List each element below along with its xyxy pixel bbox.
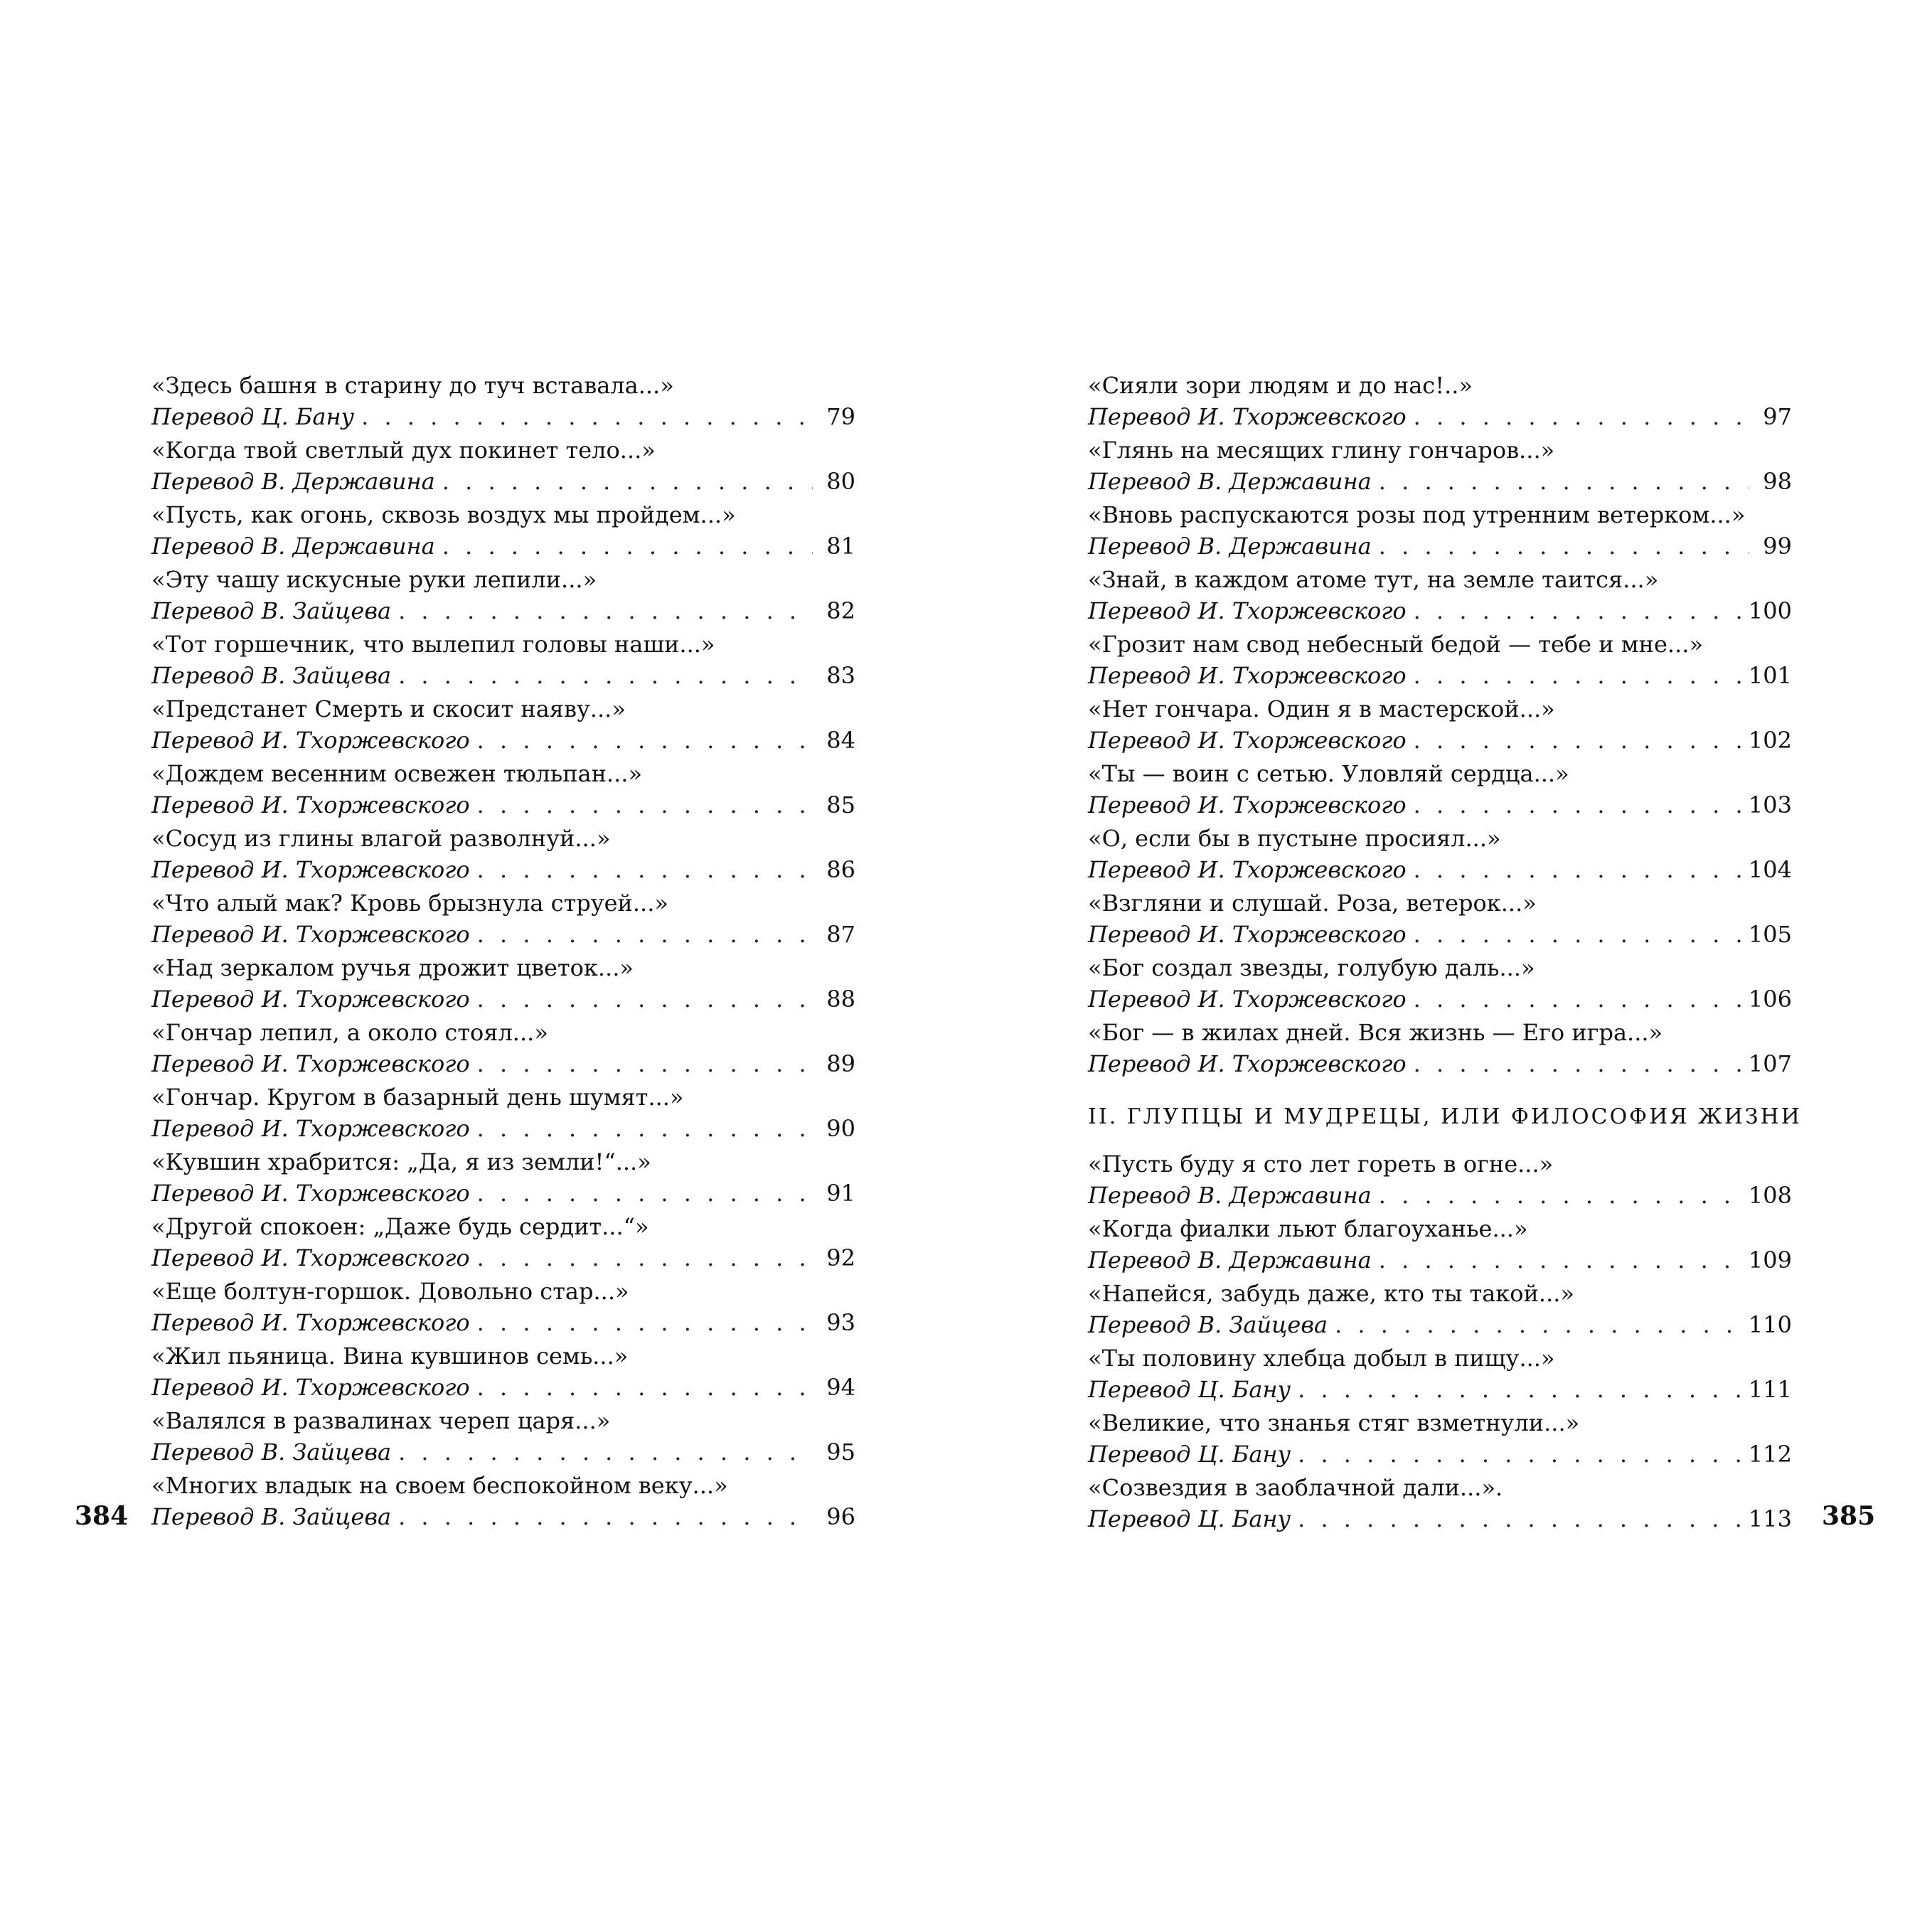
toc-entry-translator: Перевод И. Тхоржевского	[151, 1180, 470, 1207]
toc-entry	[1088, 629, 1792, 693]
toc-entry-page-number: 91	[826, 1180, 855, 1207]
toc-entry-translator: Перевод И. Тхоржевского	[1088, 921, 1407, 948]
toc-entry-line	[1088, 660, 1792, 691]
toc-entry-page-number: 90	[826, 1115, 855, 1142]
toc-entry-title: «Великие, что знанья стяг взметнули...»	[1088, 1409, 1580, 1436]
dot-leader	[477, 1307, 813, 1338]
toc-entry	[151, 564, 855, 629]
toc-entry-page-number: 80	[826, 468, 855, 495]
dot-leader	[398, 595, 813, 626]
toc-entry-page-number: 111	[1748, 1376, 1792, 1403]
toc-entry	[151, 887, 855, 952]
toc-entry-page-number: 81	[826, 533, 855, 560]
toc-entry-page-number: 84	[826, 727, 855, 754]
dot-leader	[1298, 1374, 1741, 1405]
toc-entry-translator: Перевод И. Тхоржевского	[1088, 727, 1407, 754]
toc-entry	[151, 434, 855, 499]
toc-entry-translator: Перевод В. Державина	[1088, 1247, 1372, 1274]
toc-entry-translator: Перевод И. Тхоржевского	[1088, 986, 1407, 1013]
dot-leader	[1379, 466, 1749, 497]
toc-entry-title: «Вновь распускаются розы под утренним ветерком...»	[1088, 501, 1746, 528]
dot-leader	[477, 854, 813, 885]
toc-entry-line	[151, 1372, 855, 1403]
toc-entry-page-number: 95	[826, 1439, 855, 1466]
dot-leader	[1414, 660, 1741, 691]
toc-entry-line	[151, 595, 855, 626]
toc-entry	[1088, 499, 1792, 564]
toc-entry-page-number: 79	[826, 403, 855, 430]
toc-entry-line	[1088, 595, 1792, 626]
toc-entry-line	[151, 466, 855, 497]
toc-entry-translator: Перевод И. Тхоржевского	[151, 1244, 470, 1271]
toc-entry-translator: Перевод И. Тхоржевского	[151, 921, 470, 948]
toc-entry-title: «Глянь на месящих глину гончаров...»	[1088, 437, 1555, 464]
toc-entry	[1088, 952, 1792, 1017]
dot-leader	[398, 1501, 813, 1532]
toc-entry-line	[151, 983, 855, 1015]
toc-entry-page-number: 100	[1748, 597, 1792, 624]
toc-entry-translator: Перевод В. Зайцева	[151, 1439, 392, 1466]
toc-entry	[151, 1470, 855, 1535]
toc-entry-title: «Сосуд из глины влагой разволнуй...»	[151, 825, 611, 852]
toc-entry-title: «Тот горшечник, что вылепил головы наши...»	[151, 631, 715, 658]
toc-entry	[1088, 823, 1792, 887]
dot-leader	[1414, 725, 1741, 756]
toc-entry-title: «Ты — воин с сетью. Уловляй сердца...»	[1088, 760, 1569, 787]
toc-entry	[151, 823, 855, 887]
toc-entry-line	[1088, 983, 1792, 1015]
toc-entry-title: «Предстанет Смерть и скосит наяву...»	[151, 695, 626, 722]
dot-leader	[442, 466, 813, 497]
toc-entry	[151, 499, 855, 564]
toc-entry-line	[1088, 1439, 1792, 1470]
left-page-toc	[151, 370, 855, 1535]
toc-entry-title: «Валялся в развалинах череп царя...»	[151, 1407, 611, 1434]
dot-leader	[477, 789, 813, 821]
toc-entry-page-number: 108	[1748, 1182, 1792, 1209]
toc-entry-translator: Перевод Ц. Бану	[1088, 1376, 1291, 1403]
toc-entry	[151, 1017, 855, 1082]
toc-entry-page-number: 85	[826, 791, 855, 818]
toc-entry-page-number: 105	[1748, 921, 1792, 948]
toc-entry-translator: Перевод В. Зайцева	[151, 597, 392, 624]
toc-entry	[1088, 758, 1792, 823]
toc-entry-line	[1088, 1503, 1792, 1535]
dot-leader	[361, 401, 813, 432]
toc-entry-translator: Перевод Ц. Бану	[151, 403, 355, 430]
toc-entry-title: «Взгляни и слушай. Роза, ветерок...»	[1088, 890, 1537, 917]
toc-entry-title: «Напейся, забудь даже, кто ты такой...»	[1088, 1280, 1574, 1307]
toc-entry-translator: Перевод В. Державина	[1088, 1182, 1372, 1209]
toc-entry-translator: Перевод В. Державина	[1088, 533, 1372, 560]
toc-entry-line	[1088, 1374, 1792, 1405]
toc-entry-translator: Перевод И. Тхоржевского	[151, 1374, 470, 1401]
toc-entry	[151, 1082, 855, 1146]
toc-entry-line	[1088, 854, 1792, 885]
toc-entry-translator: Перевод И. Тхоржевского	[1088, 662, 1407, 689]
toc-entry-page-number: 96	[826, 1503, 855, 1530]
toc-entry-line	[1088, 1244, 1792, 1276]
toc-entry-title: «Когда твой светлый дух покинет тело...»	[151, 437, 656, 464]
dot-leader	[1414, 1048, 1741, 1079]
toc-entry	[1088, 1148, 1792, 1213]
toc-entry	[151, 693, 855, 758]
dot-leader	[1414, 983, 1741, 1015]
toc-entry-line	[151, 854, 855, 885]
toc-entry-list	[1088, 370, 1792, 1082]
toc-entry-page-number: 98	[1763, 468, 1792, 495]
toc-entry-page-number: 113	[1748, 1505, 1792, 1532]
dot-leader	[477, 1242, 813, 1274]
toc-entry-title: «Созвездия в заоблачной дали...».	[1088, 1474, 1503, 1501]
dot-leader	[477, 1372, 813, 1403]
page-number-left: 384	[75, 1501, 129, 1531]
toc-entry-page-number: 102	[1748, 727, 1792, 754]
toc-entry-line	[151, 1501, 855, 1532]
toc-entry	[151, 1405, 855, 1470]
toc-entry-translator: Перевод И. Тхоржевского	[151, 1309, 470, 1336]
toc-entry-line	[1088, 789, 1792, 821]
toc-entry-title: «Эту чашу искусные руки лепили...»	[151, 566, 597, 593]
toc-entry	[151, 370, 855, 434]
page-number-right: 385	[1822, 1501, 1876, 1531]
dot-leader	[1414, 401, 1749, 432]
toc-entry-line	[151, 401, 855, 432]
toc-entry-title: «Знай, в каждом атоме тут, на земле таится...»	[1088, 566, 1659, 593]
toc-entry-translator: Перевод И. Тхоржевского	[151, 986, 470, 1013]
toc-entry-translator: Перевод И. Тхоржевского	[151, 1050, 470, 1077]
toc-entry-line	[1088, 725, 1792, 756]
toc-entry-line	[151, 919, 855, 950]
toc-entry-title: «Другой спокоен: „Даже будь сердит...“»	[151, 1213, 649, 1240]
toc-entry-page-number: 97	[1763, 403, 1792, 430]
toc-entry-translator: Перевод В. Зайцева	[151, 662, 392, 689]
toc-entry-list	[1088, 1148, 1792, 1537]
toc-entry-page-number: 110	[1748, 1311, 1792, 1338]
toc-entry-line	[151, 1178, 855, 1209]
toc-entry-page-number: 92	[826, 1244, 855, 1271]
toc-entry	[1088, 1472, 1792, 1537]
dot-leader	[398, 660, 813, 691]
toc-entry-title: «Пусть, как огонь, сквозь воздух мы пройдем...»	[151, 501, 736, 528]
dot-leader	[1379, 1244, 1741, 1276]
toc-entry	[1088, 693, 1792, 758]
toc-entry-page-number: 107	[1748, 1050, 1792, 1077]
toc-entry-title: «О, если бы в пустыне просиял...»	[1088, 825, 1501, 852]
toc-entry-title: «Бог — в жилах дней. Вся жизнь — Его игра...»	[1088, 1019, 1663, 1046]
toc-entry-title: «Сияли зори людям и до нас!..»	[1088, 372, 1473, 399]
toc-entry	[151, 629, 855, 693]
toc-entry-page-number: 103	[1748, 791, 1792, 818]
dot-leader	[398, 1436, 813, 1468]
dot-leader	[1379, 1180, 1741, 1211]
toc-entry-translator: Перевод И. Тхоржевского	[1088, 1050, 1407, 1077]
toc-entry-page-number: 106	[1748, 986, 1792, 1013]
dot-leader	[1414, 854, 1741, 885]
toc-entry	[151, 1340, 855, 1405]
toc-entry-translator: Перевод И. Тхоржевского	[1088, 403, 1407, 430]
dot-leader	[442, 530, 813, 562]
right-page-toc	[1088, 370, 1802, 1537]
toc-entry	[1088, 434, 1792, 499]
toc-entry-translator: Перевод Ц. Бану	[1088, 1505, 1291, 1532]
toc-entry-page-number: 83	[826, 662, 855, 689]
toc-entry-title: «Гончар. Кругом в базарный день шумят...»	[151, 1084, 684, 1111]
toc-entry	[1088, 887, 1792, 952]
toc-entry-page-number: 94	[826, 1374, 855, 1401]
toc-entry	[151, 952, 855, 1017]
toc-entry-title: «Ты половину хлебца добыл в пищу...»	[1088, 1345, 1555, 1372]
toc-entry-title: «Жил пьяница. Вина кувшинов семь...»	[151, 1343, 629, 1370]
toc-entry-title: «Многих владык на своем беспокойном веку...»	[151, 1472, 728, 1499]
toc-entry-page-number: 112	[1748, 1441, 1792, 1468]
dot-leader	[1298, 1503, 1741, 1535]
toc-entry-translator: Перевод В. Зайцева	[1088, 1311, 1328, 1338]
toc-entry-translator: Перевод И. Тхоржевского	[151, 1115, 470, 1142]
toc-entry-page-number: 86	[826, 856, 855, 883]
toc-entry-line	[151, 530, 855, 562]
toc-entry-line	[151, 789, 855, 821]
toc-entry-translator: Перевод В. Державина	[151, 468, 435, 495]
toc-entry-line	[151, 660, 855, 691]
toc-entry-page-number: 93	[826, 1309, 855, 1336]
toc-entry-translator: Перевод В. Державина	[1088, 468, 1372, 495]
toc-entry	[1088, 564, 1792, 629]
toc-entry-title: «Кувшин храбрится: „Да, я из земли!“...»	[151, 1148, 651, 1175]
toc-entry-page-number: 99	[1763, 533, 1792, 560]
toc-entry-line	[151, 725, 855, 756]
dot-leader	[477, 725, 813, 756]
toc-entry-line	[151, 1242, 855, 1274]
toc-entry-page-number: 88	[826, 986, 855, 1013]
toc-entry-page-number: 87	[826, 921, 855, 948]
toc-entry-title: «Над зеркалом ручья дрожит цветок...»	[151, 954, 634, 981]
toc-entry	[1088, 1278, 1792, 1343]
toc-entry-page-number: 109	[1748, 1247, 1792, 1274]
toc-entry-translator: Перевод И. Тхоржевского	[1088, 791, 1407, 818]
toc-entry-translator: Перевод И. Тхоржевского	[1088, 597, 1407, 624]
toc-entry	[151, 1276, 855, 1340]
toc-entry	[1088, 1407, 1792, 1472]
dot-leader	[1414, 919, 1741, 950]
toc-entry-title: «Нет гончара. Один я в мастерской...»	[1088, 695, 1555, 722]
toc-entry-list	[151, 370, 855, 1535]
toc-entry-line	[151, 1436, 855, 1468]
toc-entry-line	[151, 1048, 855, 1079]
toc-entry	[1088, 1017, 1792, 1082]
toc-entry-line	[151, 1307, 855, 1338]
toc-entry-translator: Перевод И. Тхоржевского	[151, 727, 470, 754]
toc-entry-title: «Когда фиалки льют благоуханье...»	[1088, 1215, 1528, 1242]
dot-leader	[477, 919, 813, 950]
toc-entry-title: «Еще болтун-горшок. Довольно стар...»	[151, 1278, 629, 1305]
toc-entry-line	[1088, 919, 1792, 950]
toc-entry-translator: Перевод В. Зайцева	[151, 1503, 392, 1530]
toc-entry-page-number: 89	[826, 1050, 855, 1077]
toc-entry-line	[1088, 1180, 1792, 1211]
toc-entry-translator: Перевод И. Тхоржевского	[1088, 856, 1407, 883]
toc-entry	[151, 1146, 855, 1211]
toc-entry-page-number: 101	[1748, 662, 1792, 689]
toc-entry-line	[1088, 401, 1792, 432]
toc-entry-title: «Грозит нам свод небесный бедой — тебе и мне...»	[1088, 631, 1704, 658]
toc-entry-translator: Перевод И. Тхоржевского	[151, 856, 470, 883]
dot-leader	[477, 1178, 813, 1209]
toc-entry-title: «Гончар лепил, а около стоял...»	[151, 1019, 548, 1046]
toc-entry-line	[1088, 530, 1792, 562]
dot-leader	[477, 1113, 813, 1144]
toc-entry-title: «Бог создал звезды, голубую даль...»	[1088, 954, 1535, 981]
toc-entry-translator: Перевод В. Державина	[151, 533, 435, 560]
toc-entry-page-number: 104	[1748, 856, 1792, 883]
section-heading: II. ГЛУПЦЫ И МУДРЕЦЫ, ИЛИ ФИЛОСОФИЯ ЖИЗНИ	[1088, 1104, 1802, 1129]
toc-entry	[1088, 1213, 1792, 1278]
toc-entry	[151, 758, 855, 823]
toc-entry-line	[1088, 1048, 1792, 1079]
dot-leader	[1298, 1439, 1741, 1470]
dot-leader	[1414, 595, 1741, 626]
dot-leader	[1379, 530, 1749, 562]
toc-entry-title: «Пусть буду я сто лет гореть в огне...»	[1088, 1151, 1554, 1178]
dot-leader	[1414, 789, 1741, 821]
toc-entry-line	[1088, 466, 1792, 497]
toc-entry-line	[151, 1113, 855, 1144]
toc-entry-translator: Перевод Ц. Бану	[1088, 1441, 1291, 1468]
dot-leader	[477, 983, 813, 1015]
toc-entry-translator: Перевод И. Тхоржевского	[151, 791, 470, 818]
dot-leader	[1335, 1309, 1741, 1340]
toc-entry-line	[1088, 1309, 1792, 1340]
toc-entry	[1088, 1343, 1792, 1407]
toc-entry	[151, 1211, 855, 1276]
toc-entry-page-number: 82	[826, 597, 855, 624]
toc-entry-title: «Здесь башня в старину до туч вставала...»	[151, 372, 674, 399]
dot-leader	[477, 1048, 813, 1079]
toc-entry-title: «Что алый мак? Кровь брызнула струей...»	[151, 890, 668, 917]
toc-entry-title: «Дождем весенним освежен тюльпан...»	[151, 760, 643, 787]
toc-entry	[1088, 370, 1792, 434]
